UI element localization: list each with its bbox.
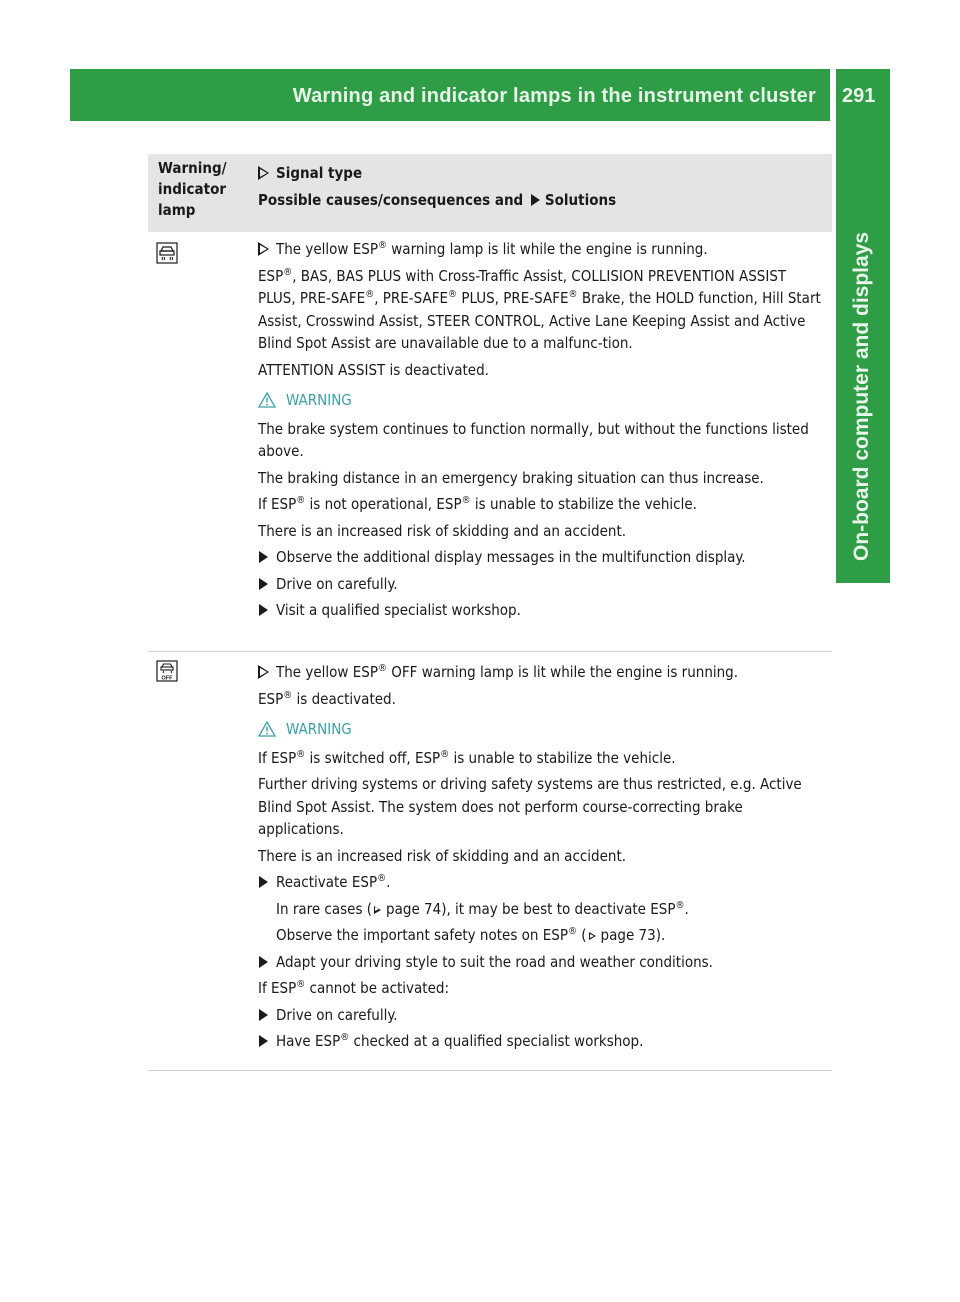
- action-step-text: Drive on carefully.: [276, 1005, 398, 1024]
- row-divider: [148, 1070, 832, 1071]
- signal-type-icon: [258, 665, 270, 679]
- page-title: Warning and indicator lamps in the instrument cluster: [292, 85, 816, 107]
- table-header: [148, 154, 832, 232]
- action-step: [258, 546, 828, 569]
- action-step-text: Visit a qualified specialist workshop.: [276, 601, 521, 619]
- cause-text-2: ATTENTION ASSIST is deactivated.: [258, 360, 489, 379]
- note-text: In rare cases (: [276, 899, 373, 918]
- row-esp-off: [258, 661, 828, 1057]
- warning-heading: [258, 389, 828, 412]
- step-note: [258, 898, 828, 921]
- action-step: [258, 951, 828, 974]
- action-arrow-icon: [259, 1035, 268, 1047]
- column-header-signal: [258, 160, 616, 214]
- action-arrow-icon: [259, 551, 268, 563]
- warning-text: There is an increased risk of skidding and an accident.: [258, 846, 627, 865]
- page-reference-icon: [589, 932, 596, 940]
- action-step: [258, 871, 828, 894]
- warning-label: WARNING: [286, 391, 352, 409]
- signal-type-icon: [258, 166, 270, 180]
- solution-arrow-icon: [531, 194, 540, 206]
- causes-label: Possible causes/consequences and: [258, 191, 524, 209]
- section-tab: [836, 121, 890, 583]
- action-arrow-icon: [259, 578, 268, 590]
- warning-text: If ESP® is switched off, ESP® is unable to stabilize the vehicle.: [258, 748, 676, 767]
- section-tab-label: On-board computer and displays: [850, 231, 873, 561]
- esp-off-icon: [156, 660, 178, 682]
- signal-text: The yellow ESP: [276, 663, 378, 681]
- solutions-label: Solutions: [544, 191, 617, 209]
- warning-text: The brake system continues to function normally, but without the functions listed above.: [258, 419, 809, 460]
- warning-text: Further driving systems or driving safety systems are thus restricted, e.g. Active Blind Spot Assist. The system does not perform course-correcting brake applications.: [258, 775, 802, 838]
- warning-text: If ESP® is not operational, ESP® is unable to stabilize the vehicle.: [258, 495, 697, 513]
- action-step: [258, 599, 828, 622]
- esp-skid-icon: [156, 242, 178, 264]
- action-step-text: Observe the additional display messages in the multifunction display.: [276, 548, 746, 566]
- action-arrow-icon: [259, 956, 268, 968]
- svg-text:OFF: OFF: [161, 675, 173, 682]
- condition-text: If ESP® cannot be activated:: [258, 979, 450, 997]
- row-esp-warning: [258, 238, 828, 626]
- warning-text: The braking distance in an emergency braking situation can thus increase.: [258, 468, 764, 487]
- row-divider: [148, 651, 832, 652]
- action-arrow-icon: [259, 1009, 268, 1021]
- step-note: [258, 924, 828, 947]
- action-arrow-icon: [259, 604, 268, 616]
- warning-label: WARNING: [286, 720, 352, 738]
- action-step-text: Reactivate ESP®.: [276, 873, 391, 891]
- page-number-box: [836, 69, 890, 121]
- signal-type-icon: [258, 242, 270, 256]
- column-header-lamp: Warning/ indicator lamp: [158, 159, 227, 219]
- action-step: [258, 1004, 828, 1027]
- header-bar: [70, 69, 830, 121]
- action-step: [258, 573, 828, 596]
- signal-text-end: warning lamp is lit while the engine is running.: [386, 240, 708, 258]
- page-reference-link[interactable]: page 74), it may be best to deactivate ESP®.: [386, 899, 689, 918]
- cause-text: ESP® is deactivated.: [258, 689, 396, 708]
- warning-triangle-icon: [258, 721, 276, 737]
- action-step: [258, 1030, 828, 1053]
- signal-text-end: OFF warning lamp is lit while the engine is running.: [386, 663, 739, 681]
- signal-type-label: Signal type: [276, 164, 363, 182]
- signal-text: The yellow ESP: [276, 240, 378, 258]
- action-arrow-icon: [259, 876, 268, 888]
- page-number: 291: [842, 85, 876, 107]
- warning-heading: [258, 718, 828, 741]
- action-step-text: Have ESP® checked at a qualified specialist workshop.: [276, 1032, 644, 1050]
- action-step-text: Drive on carefully.: [276, 574, 398, 593]
- cause-text: ESP®, BAS, BAS PLUS with Cross-Traffic Assist, COLLISION PREVENTION ASSIST PLUS, PRE-SAFE®, PRE-SAFE® PLUS, PRE-SAFE® Brake, the HOLD function, Hill Start Assist, Crosswind Assist, STEER CONTROL, Active Lane Keeping Assist and Active Blind Spot Assist are unavailable due to a malfunc-tion.: [258, 266, 821, 352]
- page-reference-icon: [374, 906, 381, 914]
- note-text: Observe the important safety notes on ESP® (: [276, 926, 587, 944]
- signal-line: The yellow ESP® OFF warning lamp is lit while the engine is running.: [258, 661, 828, 684]
- page-reference-link[interactable]: page 73).: [600, 926, 666, 944]
- signal-line: The yellow ESP® warning lamp is lit while the engine is running.: [258, 238, 828, 261]
- warning-text: There is an increased risk of skidding and an accident.: [258, 521, 627, 540]
- action-step-text: Adapt your driving style to suit the road and weather conditions.: [276, 952, 713, 971]
- warning-triangle-icon: [258, 392, 276, 408]
